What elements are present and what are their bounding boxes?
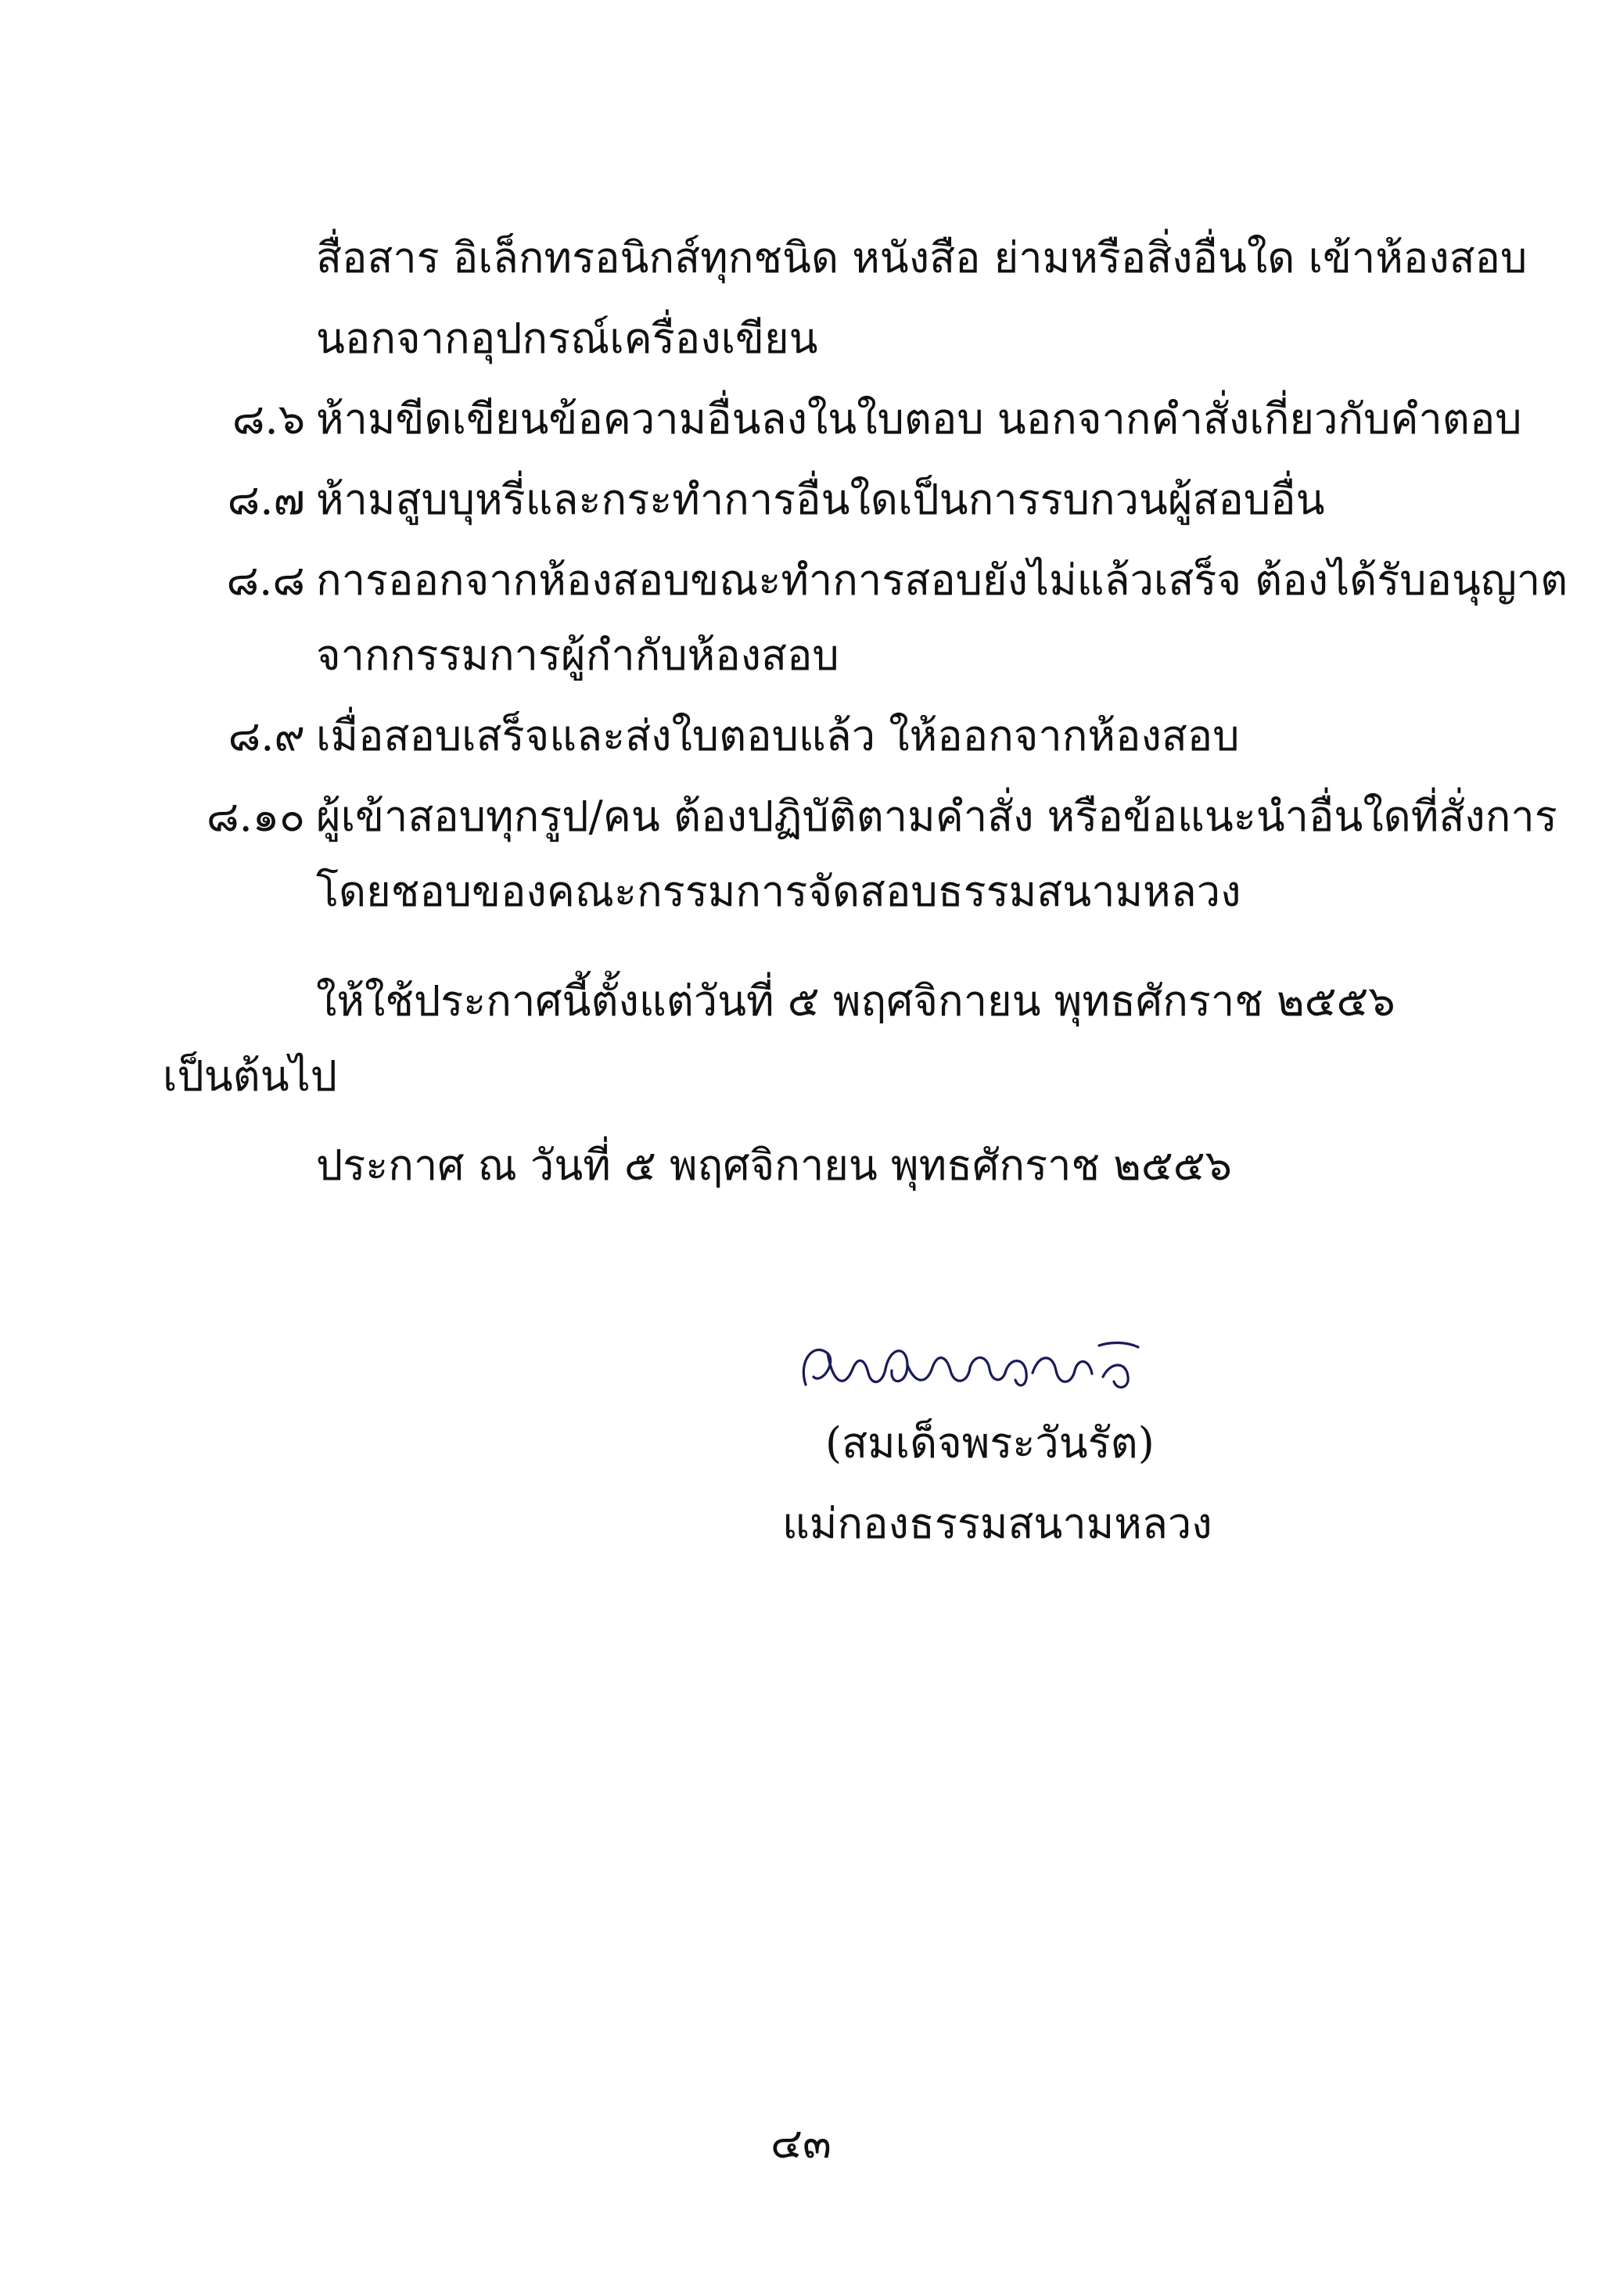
text-line: สื่อสาร อิเล็กทรอนิกส์ทุกชนิด หนังสือ ย่ามหรือสิ่งอื่นใด เข้าห้องสอบ	[316, 233, 1528, 282]
effective-line: ให้ใช้ประกาศนี้ตั้งแต่วันที่ ๕ พฤศจิกายน พุทธศักราช ๒๕๕๖	[316, 976, 1395, 1026]
item-number: ๘.๖	[232, 394, 305, 444]
item-text: การออกจากห้องสอบขณะทำการสอบยังไม่แล้วเสร็จ ต้องได้รับอนุญาต	[316, 555, 1568, 605]
item-number: ๘.๘	[226, 555, 305, 605]
text-line: นอกจากอุปกรณ์เครื่องเขียน	[316, 314, 818, 363]
signature-image	[790, 1299, 1150, 1419]
effective-line-cont: เป็นต้นไป	[163, 1051, 338, 1101]
item-continuation: โดยชอบของคณะกรรมการจัดสอบธรรมสนามหลวง	[316, 867, 1241, 916]
item-number: ๘.๙	[228, 711, 305, 760]
item-text: ห้ามสูบบุหรี่และกระทำการอื่นใดเป็นการรบกวนผู้สอบอื่น	[316, 475, 1325, 524]
announcement-date: ประกาศ ณ วันที่ ๕ พฤศจิกายน พุทธศักราช ๒๕๕๖	[316, 1141, 1232, 1190]
signatory-title: แม่กองธรรมสนามหลวง	[782, 1499, 1212, 1548]
item-text: ผู้เข้าสอบทุกรูป/คน ต้องปฏิบัติตามคำสั่ง หรือข้อแนะนำอื่นใดที่สั่งการ	[316, 792, 1557, 841]
item-continuation: จากกรรมการผู้กำกับห้องสอบ	[316, 631, 839, 680]
handwritten-signature	[790, 1299, 1150, 1416]
item-text: เมื่อสอบเสร็จและส่งใบตอบแล้ว ให้ออกจากห้องสอบ	[316, 711, 1240, 760]
page-number: ๔๓	[770, 2118, 832, 2168]
signatory-name: (สมเด็จพระวันรัต)	[825, 1418, 1155, 1468]
item-number: ๘.๑๐	[206, 792, 305, 841]
item-text: ห้ามขีดเขียนข้อความอื่นลงในใบตอบ นอกจากคำสั่งเกี่ยวกับคำตอบ	[316, 394, 1522, 444]
item-number: ๘.๗	[227, 475, 305, 524]
